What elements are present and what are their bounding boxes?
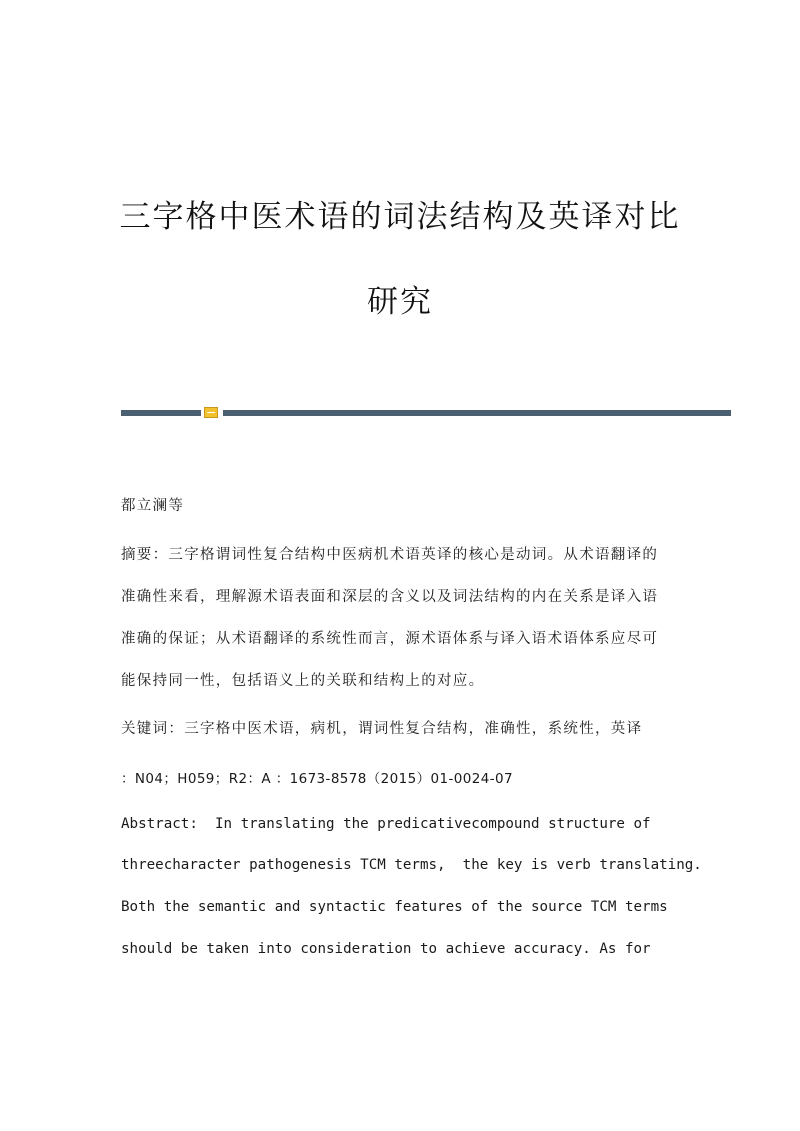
- abstract-cn-line: 准确性来看，理解源术语表面和深层的含义以及词法结构的内在关系是译入语: [121, 589, 659, 605]
- abstract-cn-line: 摘要：三字格谓词性复合结构中医病机术语英译的核心是动词。从术语翻译的: [121, 547, 659, 563]
- author-line: 都立澜等: [121, 498, 185, 514]
- abstract-cn-line: 准确的保证；从术语翻译的系统性而言，源术语体系与译入语术语体系应尽可: [121, 631, 659, 647]
- document-title-line-1: 三字格中医术语的词法结构及英译对比: [119, 199, 681, 235]
- divider-ornament-icon: [204, 407, 218, 418]
- divider-left-bar: [121, 410, 201, 416]
- divider-right-bar: [223, 410, 731, 416]
- document-title-line-2: 研究: [367, 284, 433, 320]
- classification-line: ：N04；H059；R2：A ：1673-8578（2015）01-0024-07: [121, 771, 513, 787]
- abstract-cn-line: 能保持同一性，包括语义上的关联和结构上的对应。: [121, 673, 485, 689]
- abstract-en-line: should be taken into consideration to achieve accuracy. As for: [121, 941, 651, 957]
- abstract-en-line: threecharacter pathogenesis TCM terms, the key is verb translating.: [121, 857, 702, 873]
- abstract-en-line: Both the semantic and syntactic features of the source TCM terms: [121, 899, 668, 915]
- abstract-en-line: Abstract: In translating the predicativecompound structure of: [121, 816, 651, 832]
- keywords-line: 关键词：三字格中医术语，病机，谓词性复合结构，准确性，系统性，英译: [121, 721, 643, 737]
